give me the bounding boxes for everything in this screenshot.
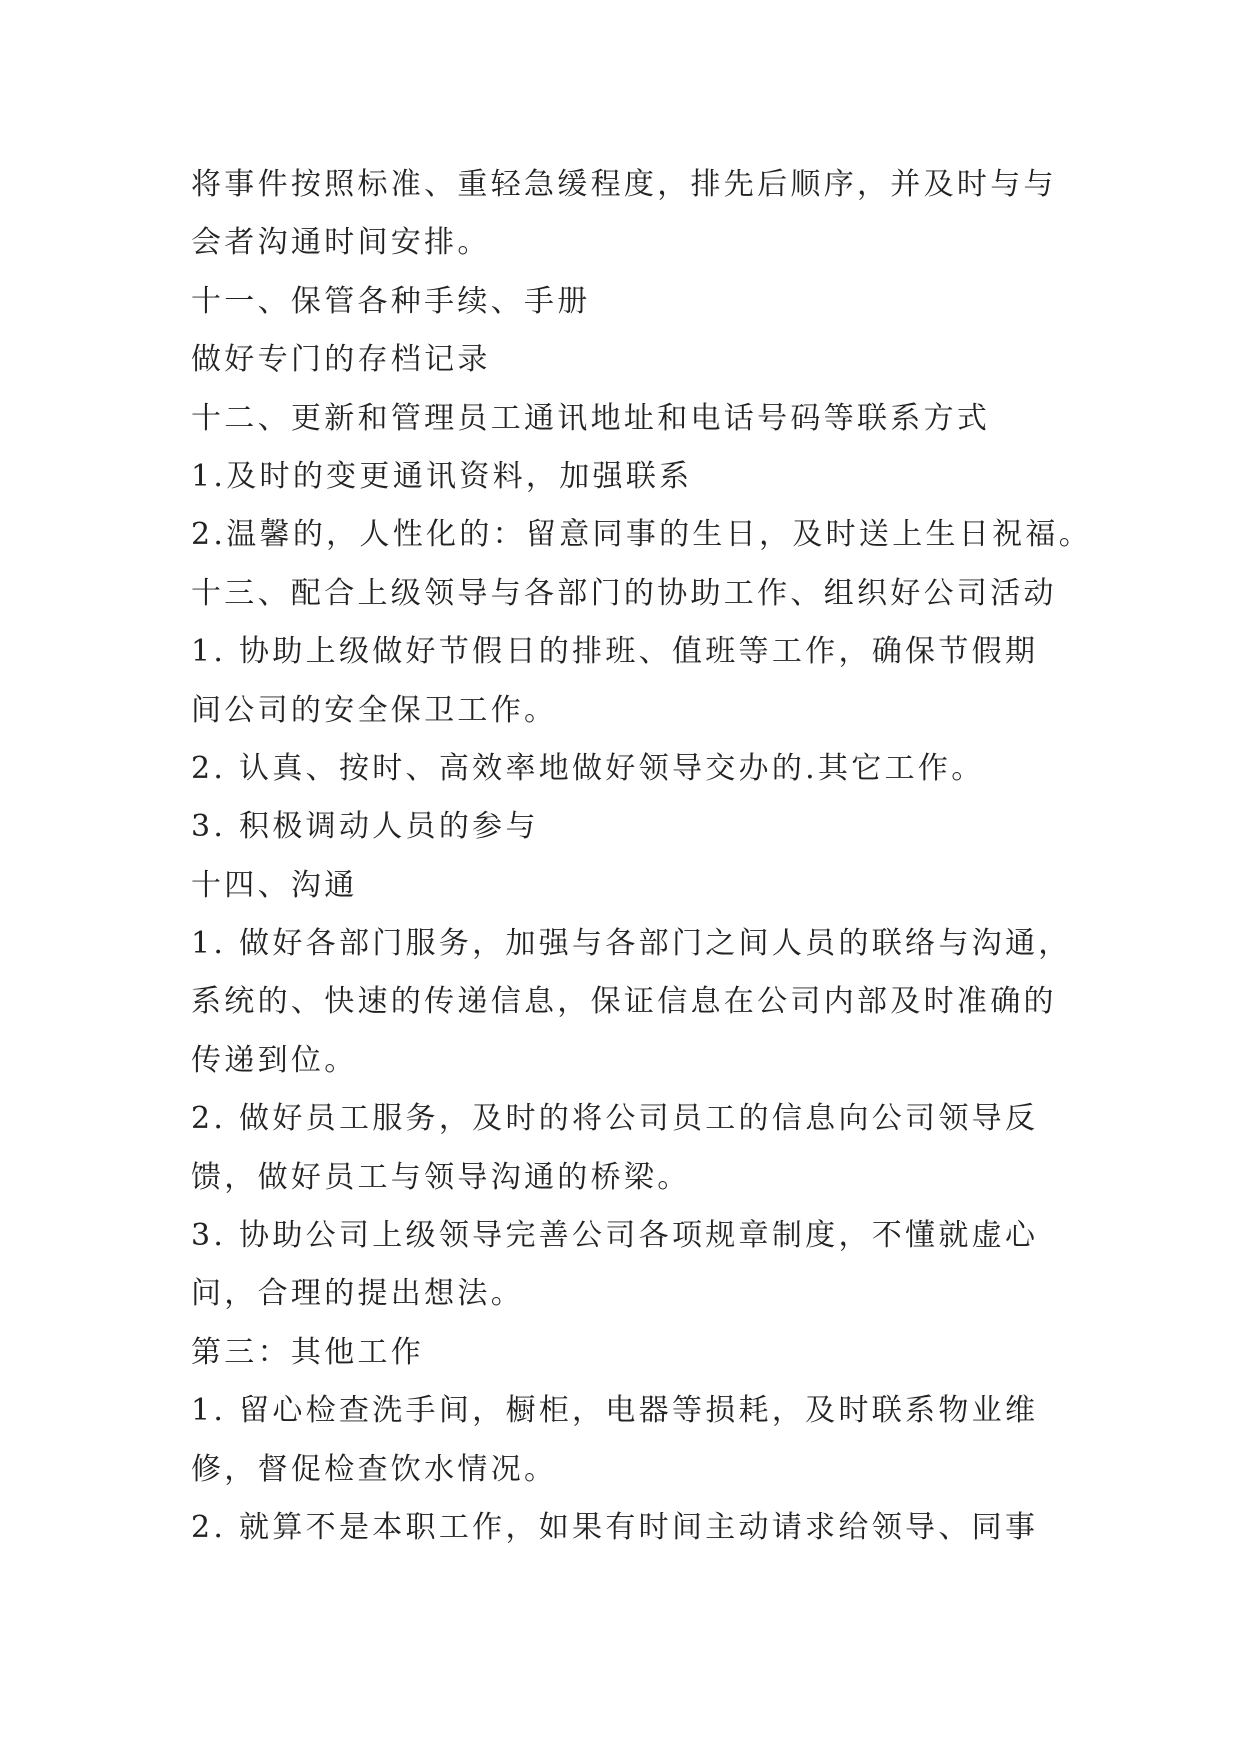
- list-item: 2. 认真、按时、高效率地做好领导交办的.其它工作。: [191, 750, 985, 786]
- list-item: 1. 做好各部门服务，加强与各部门之间人员的联络与沟通，: [191, 926, 1072, 962]
- body-text: [191, 156, 1091, 1557]
- list-item: 3. 积极调动人员的参与: [191, 809, 539, 845]
- list-item: 1. 协助上级做好节假日的排班、值班等工作，确保节假期: [191, 634, 1039, 670]
- section-heading: 十三、配合上级领导与各部门的协助工作、组织好公司活动: [191, 575, 1057, 611]
- text-line: 做好专门的存档记录: [191, 342, 491, 378]
- text-line: 馈，做好员工与领导沟通的桥梁。: [191, 1159, 691, 1195]
- list-item: 3. 协助公司上级领导完善公司各项规章制度，不懂就虚心: [191, 1218, 1039, 1254]
- text-line: 系统的、快速的传递信息，保证信息在公司内部及时准确的: [191, 984, 1057, 1020]
- list-item: 2.温馨的，人性化的：留意同事的生日，及时送上生日祝福。: [191, 517, 1093, 553]
- text-line: 传递到位。: [191, 1042, 358, 1078]
- text-line: 将事件按照标准、重轻急缓程度，排先后顺序，并及时与与: [191, 167, 1057, 202]
- text-line: 问，合理的提出想法。: [191, 1276, 524, 1312]
- section-heading: 第三：其他工作: [191, 1334, 425, 1370]
- text-line: 会者沟通时间安排。: [191, 225, 491, 261]
- list-item: 2. 做好员工服务，及时的将公司员工的信息向公司领导反: [191, 1101, 1039, 1137]
- section-heading: 十四、沟通: [191, 867, 358, 903]
- text-line: 修，督促检查饮水情况。: [191, 1451, 558, 1487]
- list-item: 1.及时的变更通讯资料，加强联系: [191, 458, 693, 494]
- list-item: 2. 就算不是本职工作，如果有时间主动请求给领导、同事: [191, 1509, 1039, 1545]
- section-heading: 十二、更新和管理员工通讯地址和电话号码等联系方式: [191, 400, 991, 436]
- list-item: 1. 留心检查洗手间，橱柜，电器等损耗，及时联系物业维: [191, 1393, 1039, 1429]
- section-heading: 十一、保管各种手续、手册: [191, 283, 591, 319]
- text-line: 间公司的安全保卫工作。: [191, 692, 558, 728]
